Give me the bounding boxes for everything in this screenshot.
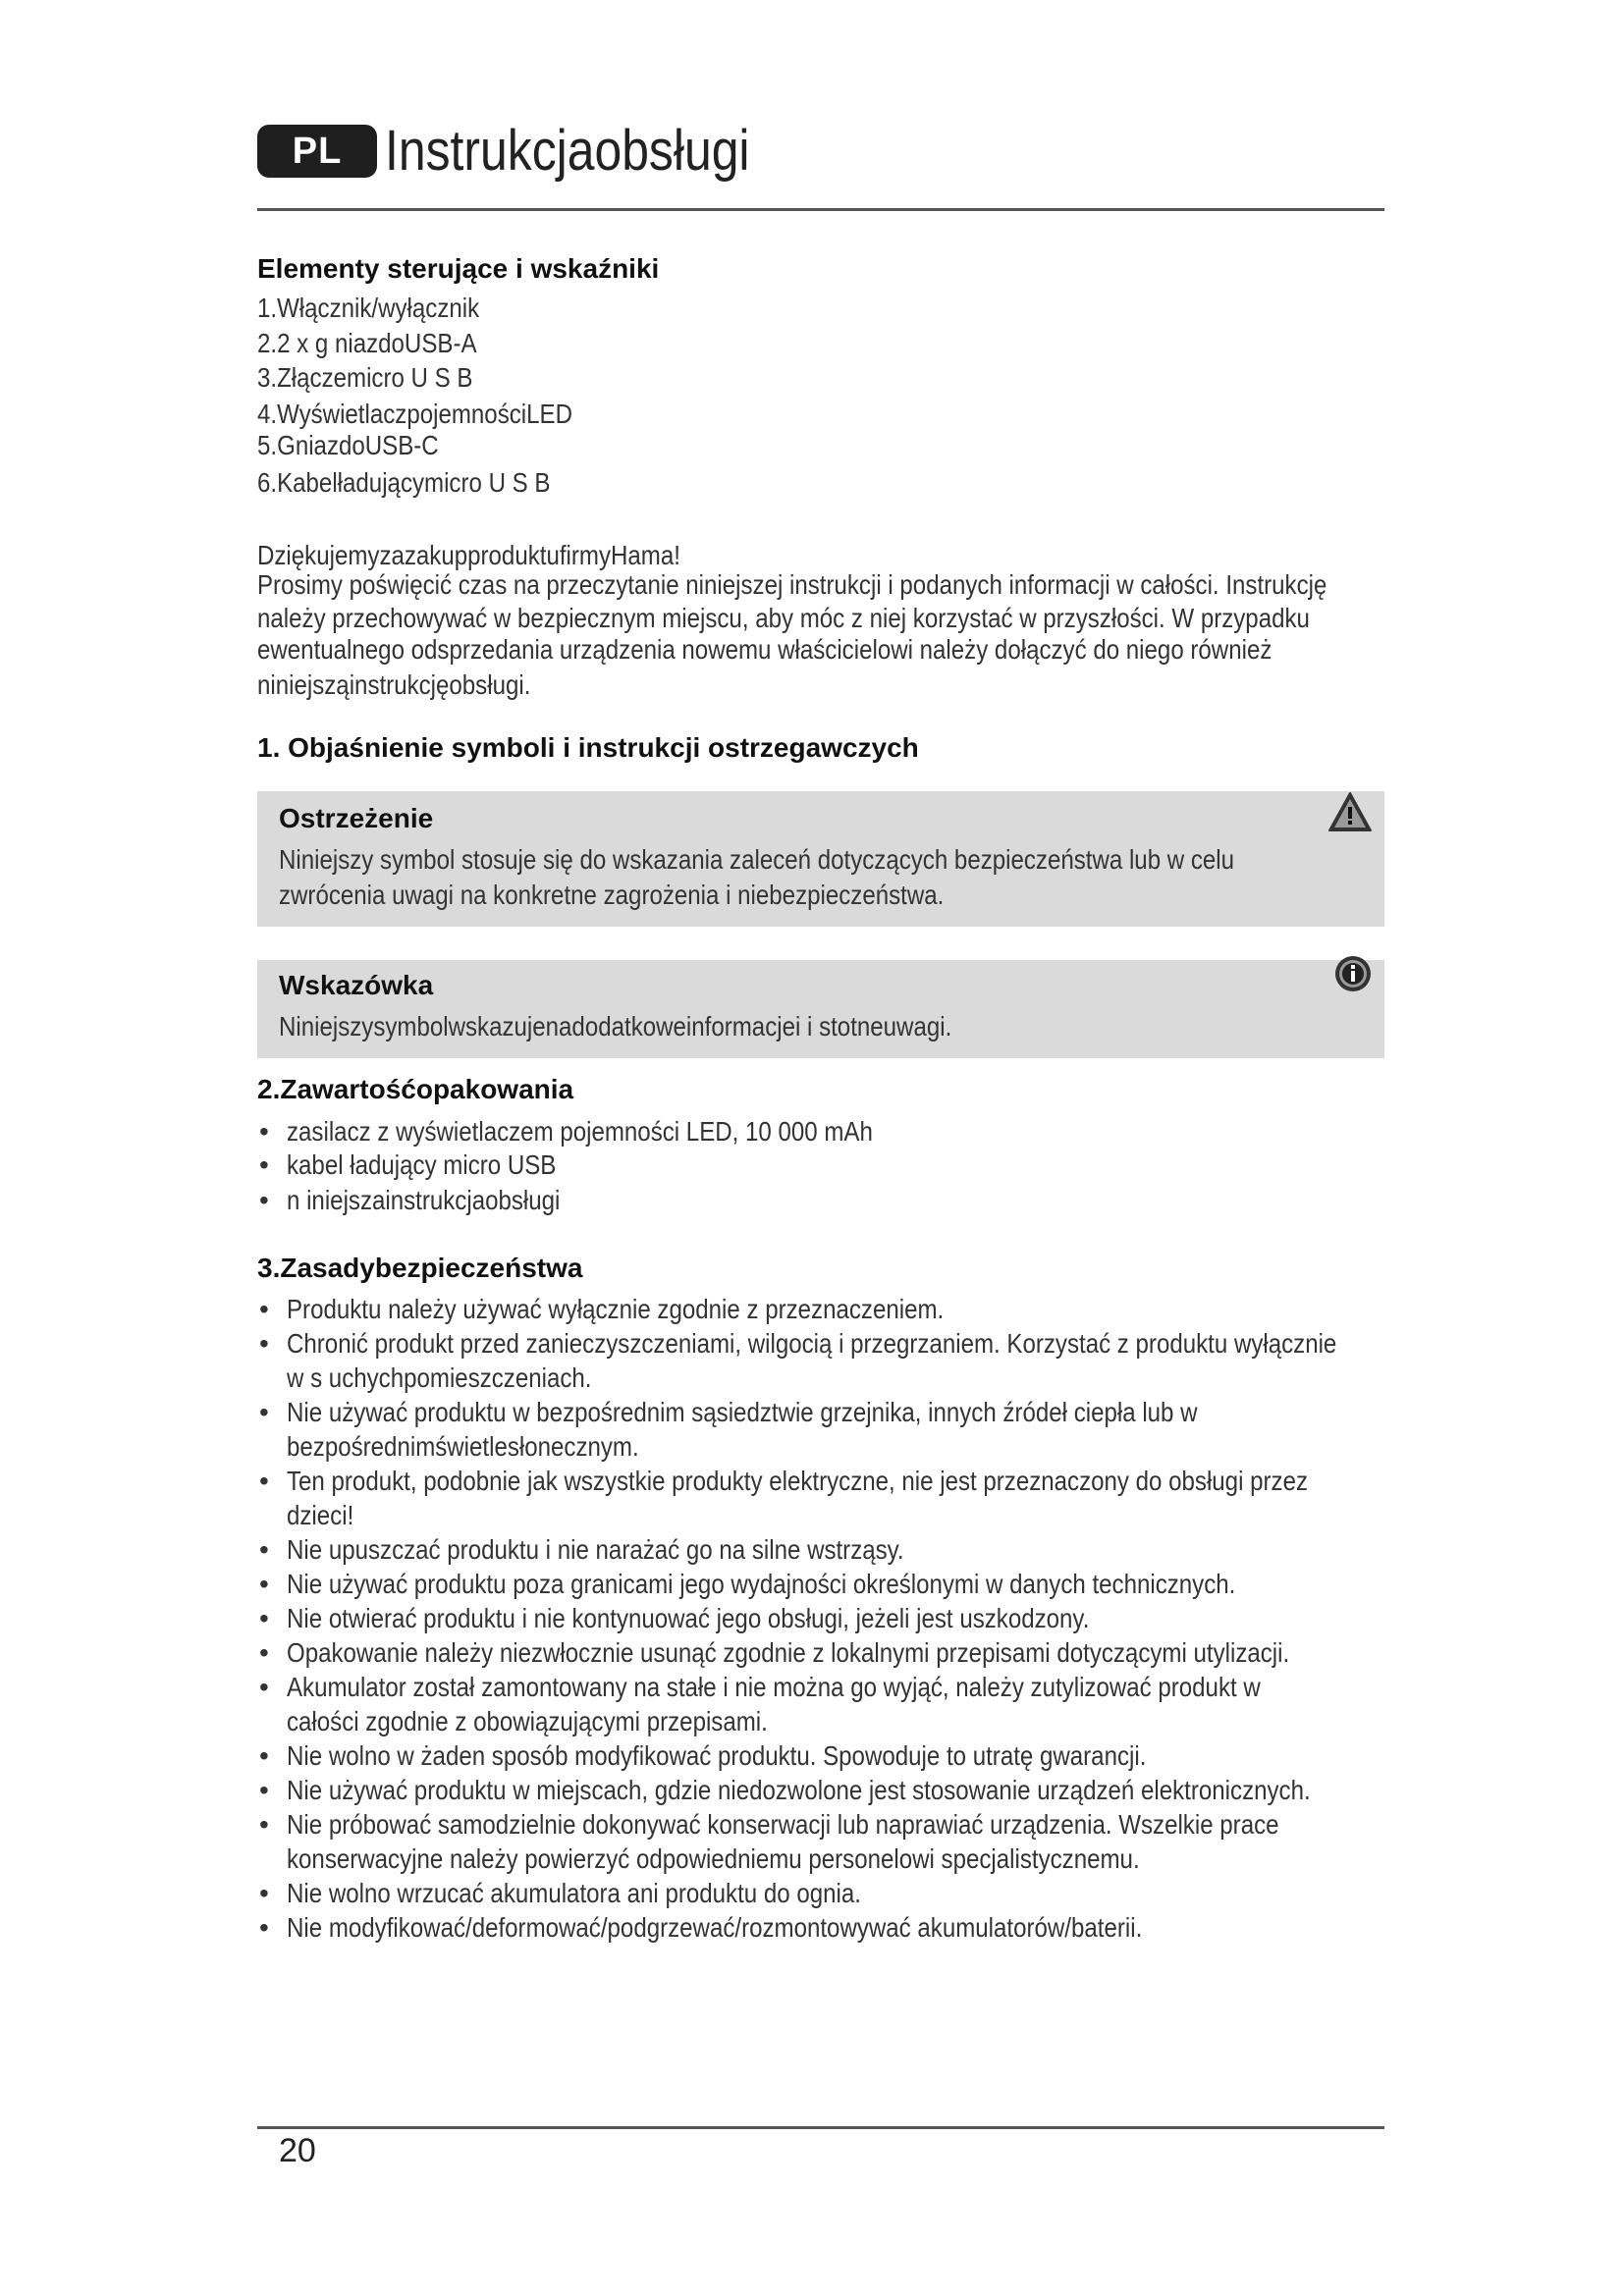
controls-item: 1.Włącznik/wyłącznik bbox=[257, 293, 480, 323]
controls-item: 6.Kabelładującymicro U S B bbox=[257, 467, 551, 498]
warning-box bbox=[257, 791, 1384, 927]
warning-line: Niniejszy symbol stosuje się do wskazania zaleceń dotyczących bezpieczeństwa lub w celu bbox=[279, 844, 1235, 875]
intro-line: należy przechowywać w bezpiecznym miejscu, aby móc z niej korzystać w przyszłości. W przypadku bbox=[257, 603, 1310, 633]
note-line: Niniejszysymbolwskazujenadodatkoweinformacjei i stotneuwagi. bbox=[279, 1011, 952, 1041]
safety-list bbox=[257, 1292, 1384, 1945]
note-box bbox=[257, 960, 1384, 1058]
list-item: • Produktu należy używać wyłącznie zgodnie z przeznaczeniem. bbox=[259, 1294, 945, 1324]
controls-item: 3.Złączemicro U S B bbox=[257, 362, 473, 393]
manual-page bbox=[257, 0, 1384, 2296]
list-item: • Nie próbować samodzielnie dokonywać konserwacji lub naprawiać urządzenia. Wszelkie prace konserwacyjne należy powierzyć odpowiedniemu personelowi specjalistycznemu. bbox=[259, 1809, 1279, 1874]
list-item: • kabel ładujący micro USB bbox=[259, 1149, 557, 1180]
controls-item: 5.GniazdoUSB-C bbox=[257, 430, 439, 460]
list-item: • Nie używać produktu w bezpośrednim sąsiedztwie grzejnika, innych źródeł ciepła lub w bezpośrednimświetlesłonecznym. bbox=[259, 1397, 1198, 1462]
info-icon bbox=[1333, 954, 1373, 993]
page-number: 20 bbox=[279, 2132, 316, 2169]
warning-triangle-icon bbox=[1327, 791, 1373, 832]
list-item: • Chronić produkt przed zanieczyszczeniami, wilgocią i przegrzaniem. Korzystać z produktu wyłącznie w s uchychpomieszczeniach. bbox=[259, 1328, 1337, 1393]
warning-line: zwrócenia uwagi na konkretne zagrożenia i niebezpieczeństwa. bbox=[279, 880, 945, 910]
list-item: • zasilacz z wyświetlaczem pojemności LED, 10 000 mAh bbox=[259, 1116, 873, 1147]
header-divider bbox=[257, 208, 1384, 211]
footer-divider bbox=[257, 2126, 1384, 2129]
warning-title: Ostrzeżenie bbox=[279, 803, 434, 833]
page-header bbox=[257, 119, 809, 183]
package-contents-list bbox=[257, 1115, 1384, 1217]
note-title: Wskazówka bbox=[279, 970, 434, 1000]
list-item: • Opakowanie należy niezwłocznie usunąć zgodnie z lokalnymi przepisami dotyczącymi utylizacji. bbox=[259, 1637, 1290, 1668]
intro-line: Prosimy poświęcić czas na przeczytanie niniejszej instrukcji i podanych informacji w całości. Instrukcję bbox=[257, 569, 1327, 600]
list-item: • Nie wolno wrzucać akumulatora ani produktu do ognia. bbox=[259, 1878, 861, 1908]
list-item: • Ten produkt, podobnie jak wszystkie produkty elektryczne, nie jest przeznaczony do obsługi przez dzieci! bbox=[259, 1466, 1309, 1530]
list-item: • Nie upuszczać produktu i nie narażać go na silne wstrząsy. bbox=[259, 1534, 904, 1565]
language-badge: PL bbox=[257, 125, 377, 178]
controls-item: 4.WyświetlaczpojemnościLED bbox=[257, 399, 572, 429]
list-item: • Akumulator został zamontowany na stałe i nie można go wyjąć, należy zutylizować produkt w całości zgodnie z obowiązującymi przepisami. bbox=[259, 1672, 1261, 1736]
section3-heading: 3.Zasadybezpieczeństwa bbox=[257, 1253, 583, 1283]
list-item: • n iniejszainstrukcjaobsługi bbox=[259, 1185, 561, 1215]
section1-heading: 1. Objaśnienie symboli i instrukcji ostrzegawczych bbox=[257, 732, 919, 763]
list-item: • Nie używać produktu w miejscach, gdzie niedozwolone jest stosowanie urządzeń elektronicznych. bbox=[259, 1775, 1311, 1805]
controls-heading: Elementy sterujące i wskaźniki bbox=[257, 253, 660, 284]
section2-heading: 2.Zawartośćopakowania bbox=[257, 1074, 574, 1104]
intro-line: ewentualnego odsprzedania urządzenia nowemu właścicielowi należy dołączyć do niego również bbox=[257, 634, 1272, 665]
controls-item: 2.2 x g niazdoUSB-A bbox=[257, 328, 477, 358]
intro-line: DziękujemyzazakupproduktufirmyHama! bbox=[257, 540, 680, 570]
intro-line: niniejsząinstrukcjęobsługi. bbox=[257, 669, 531, 700]
page-title: Instrukcjaobsługi bbox=[385, 119, 750, 183]
list-item: • Nie wolno w żaden sposób modyfikować produktu. Spowoduje to utratę gwarancji. bbox=[259, 1740, 1147, 1771]
list-item: • Nie używać produktu poza granicami jego wydajności określonymi w danych technicznych. bbox=[259, 1569, 1236, 1599]
list-item: • Nie modyfikować/deformować/podgrzewać/rozmontowywać akumulatorów/baterii. bbox=[259, 1912, 1143, 1943]
list-item: • Nie otwierać produktu i nie kontynuować jego obsługi, jeżeli jest uszkodzony. bbox=[259, 1603, 1090, 1633]
